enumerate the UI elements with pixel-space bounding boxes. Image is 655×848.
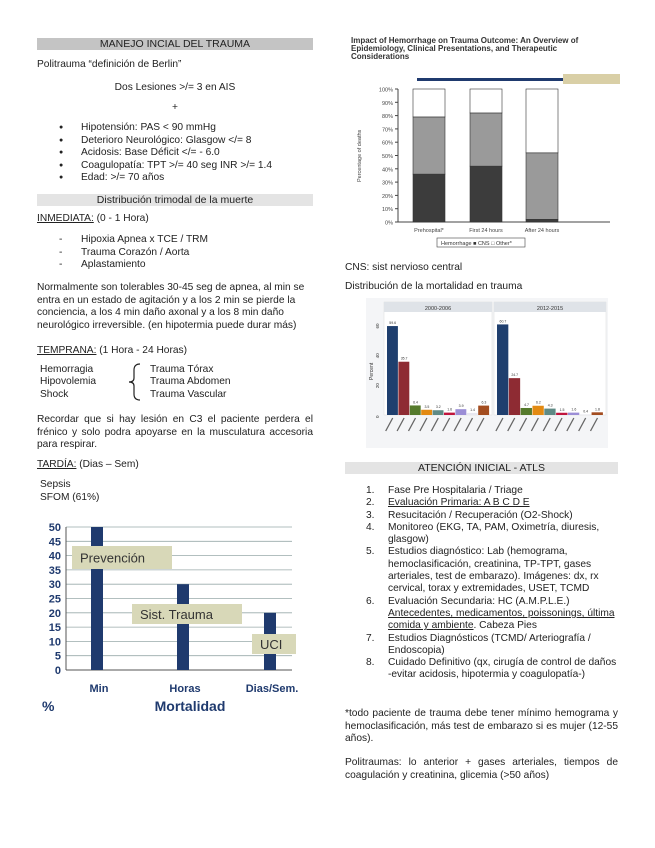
y-tick-label: 30 [48, 579, 61, 592]
y-axis-label: Percent [369, 362, 375, 380]
bullet-icon: ● [59, 136, 64, 144]
y-tick-label: 90% [381, 100, 393, 107]
atls-item [366, 510, 618, 522]
criteria-item [59, 160, 272, 173]
stacked-bar-segment [470, 166, 502, 222]
list-item-text: Hipotensión: PAS < 90 mmHg [81, 122, 216, 133]
bar [444, 413, 455, 415]
bar [177, 584, 189, 670]
atls-item [366, 596, 618, 633]
atls-num: 1. [366, 485, 375, 496]
inmediata-item [59, 247, 208, 260]
y-tick-label: 10 [48, 636, 61, 649]
atls-item [366, 633, 618, 658]
temprana-causes [40, 364, 96, 401]
section-header-manejo: MANEJO INCIAL DEL TRAUMA [37, 38, 313, 50]
x-tick-label: Prehospital* [414, 228, 444, 234]
bar [509, 378, 520, 415]
list-item-text: Coagulopatía: TPT >/= 40 seg INR >/= 1.4 [81, 159, 273, 171]
tardia-heading [37, 459, 139, 472]
atls-text: Estudios Diagnósticos (TCMD/ Arteriografía / Endoscopia) [388, 632, 591, 656]
y-tick-label: 50% [381, 154, 393, 160]
criteria-item [59, 172, 272, 185]
data-label: 24.7 [511, 373, 519, 378]
stacked-bar-segment [526, 153, 558, 220]
bar [410, 405, 421, 415]
y-tick-label: 35 [48, 564, 61, 577]
list-item-text: Trauma Corazón / Aorta [81, 246, 190, 258]
x-tick-label: Min [89, 683, 109, 695]
inmediata-heading [37, 213, 149, 226]
atls-text: Monitoreo (EKG, TA, PAM, Oximetría, diuresis, glasgow) [388, 521, 600, 546]
bar [433, 410, 444, 415]
bar [556, 413, 567, 415]
y-tick-label: 0% [385, 220, 393, 227]
atls-text: Estudios diagnóstico: Lab (hemograma, hemoclasificación, creatinina, TP-TPT, gases arteriales, test de embarazo). Imágenes: dx, rx cervical, torax y extremidades, USET, TCMD [388, 546, 599, 595]
chart-title: Mortalidad [154, 698, 226, 714]
bar [398, 362, 409, 415]
stacked-bar-segment [470, 89, 502, 113]
x-tick-label: After 24 hours [524, 228, 560, 234]
atls-num: 3. [366, 509, 375, 521]
atls-text: Fase Pre Hospitalaria / Triage [388, 485, 523, 496]
bullet-icon: ● [59, 161, 64, 169]
y-tick-label: 45 [48, 536, 61, 549]
y-tick-label: 40 [375, 353, 380, 359]
annotation-label: UCI [260, 637, 283, 652]
bar [580, 414, 591, 415]
atls-num: 8. [366, 657, 375, 669]
temprana-heading [37, 345, 187, 358]
bar [568, 413, 579, 415]
temprana-label: TEMPRANA: [37, 345, 97, 356]
temprana-range: (1 Hora - 24 Horas) [96, 345, 188, 356]
y-tick-label: 20 [375, 383, 380, 389]
atls-num: 4. [366, 521, 375, 533]
bullet-icon: - [59, 246, 63, 258]
x-tick-label: First 24 hours [469, 228, 503, 234]
data-label: 0.4 [583, 409, 589, 414]
trauma-type: Trauma Abdomen [150, 376, 231, 388]
atls-item [366, 546, 618, 595]
bar [387, 326, 398, 415]
bar [421, 410, 432, 415]
inmediata-label: INMEDIATA: [37, 213, 94, 224]
y-tick-label: 20% [381, 193, 393, 200]
y-tick-label: 50 [48, 522, 61, 534]
list-item-text: Acidosis: Base Déficit </= - 6.0 [81, 147, 220, 159]
bullet-icon: - [59, 259, 63, 271]
normalmente-paragraph: Normalmente son tolerables 30-45 seg de apnea, al min se entra en un estado de agitación y a los 2 min se pierde la conciencia, a los 4 min daño axonal y a los 8 min daño neurológico irreversible. (en hipotermia puede durar más) [37, 282, 305, 331]
y-axis-label: Percentage of deaths [357, 129, 363, 182]
data-label: 6.3 [481, 400, 487, 405]
note-politraumas: Politraumas: lo anterior + gases arteriales, tiempos de coagulación y creatinina, glicemia (>50 años) [345, 757, 618, 781]
list-item-text: Aplastamiento [81, 259, 146, 271]
brace-icon [126, 362, 146, 402]
data-label: 1.6 [447, 407, 453, 412]
atls-num: 7. [366, 632, 375, 644]
atls-item [366, 485, 618, 497]
y-tick-label: 25 [48, 593, 61, 606]
y-tick-label: 15 [48, 622, 61, 635]
criteria-item [59, 147, 272, 160]
atls-num: 6. [366, 595, 375, 607]
data-label: 59.6 [389, 321, 397, 326]
bar [467, 413, 478, 415]
tardia-range: (Dias – Sem) [76, 459, 139, 470]
data-label: 35.7 [400, 356, 408, 361]
y-tick-label: 30% [381, 180, 393, 187]
data-label: 1.5 [559, 407, 565, 412]
dos-lesiones: Dos Lesiones >/= 3 en AIS [114, 82, 236, 93]
data-label: 3.2 [435, 405, 441, 410]
data-label: 6.4 [413, 400, 418, 405]
bullet-icon: ● [59, 124, 64, 131]
y-tick-label: 60 [375, 323, 380, 329]
hemorrhage-impact-chart [345, 32, 620, 260]
title-accent [563, 74, 620, 84]
stacked-bar-segment [470, 113, 502, 166]
atls-text: Resucitación / Recuperación (O2-Shock) [388, 509, 573, 521]
article-title-line: Impact of Hemorrhage on Trauma Outcome: An Overview of [351, 36, 579, 45]
stacked-bar-segment [526, 219, 558, 222]
cause: Hemorragia [40, 364, 94, 375]
atls-num: 2. [366, 497, 375, 509]
y-tick-label: 10% [381, 207, 393, 214]
legend-text: Hemorrhage ■ CNS □ Other* [441, 241, 512, 247]
mortality-distribution-chart [366, 298, 608, 448]
article-title-line: Epidemiology, Clinical Presentations, and Therapeutic [351, 44, 558, 53]
x-tick-label: Dias/Sem. [245, 683, 299, 695]
bar [478, 406, 489, 415]
data-label: 1.6 [571, 407, 577, 412]
tardia-item: Sepsis [40, 479, 71, 490]
list-item-text: Deterioro Neurológico: Glasgow </= 8 [81, 134, 252, 146]
trimodal-mortality-chart [30, 515, 312, 720]
bar [544, 409, 555, 415]
tardia-label: TARDÍA: [37, 459, 77, 470]
list-item-text: Edad: >/= 70 años [81, 172, 165, 184]
atls-text: Cuidado Definitivo (qx, cirugía de control de daños -evitar acidosis, hipotermia y coagulopatía-) [388, 657, 617, 681]
data-label: 1.4 [470, 407, 475, 412]
criteria-list [59, 122, 272, 185]
stacked-bar-segment [413, 117, 445, 174]
data-label: 3.9 [458, 404, 464, 409]
list-item-text: Hipoxia Apnea x TCE / TRM [81, 234, 209, 245]
annotation-label: Prevención [80, 550, 146, 566]
trauma-type: Trauma Tórax [150, 364, 214, 375]
atls-text: Evaluación Secundaria: HC (A.M.P.L.E.) [388, 595, 570, 607]
atls-item [366, 522, 618, 547]
plus-sign: + [172, 102, 178, 113]
bar [592, 412, 603, 415]
y-tick-label: 40 [48, 550, 61, 563]
inmediata-item [59, 234, 208, 247]
politrauma-definition: Politrauma “definición de Berlin” [37, 59, 182, 70]
trauma-type: Trauma Vascular [150, 388, 227, 400]
atls-list [366, 485, 618, 682]
tardia-item: SFOM (61%) [40, 492, 100, 503]
data-label: 4.3 [547, 403, 553, 408]
criteria-item [59, 122, 272, 135]
bullet-icon: ● [59, 174, 64, 182]
note-hemograma: *todo paciente de trauma debe tener mínimo hemograma y hemoclasificación, más test de embarazo si es mujer (12-55 años). [345, 708, 618, 744]
atls-underlined: Evaluación Primaria: A B C D E [388, 497, 530, 509]
data-label: 60.7 [499, 319, 507, 324]
panel-title: 2012-2015 [536, 306, 564, 312]
panel-title: 2000-2006 [424, 306, 452, 312]
atls-num: 5. [366, 546, 375, 558]
y-tick-label: 100% [378, 87, 393, 94]
data-label: 1.8 [595, 407, 600, 412]
bar [521, 408, 532, 415]
data-label: 3.5 [424, 404, 430, 409]
annotation-label: Sist. Trauma [140, 607, 213, 622]
y-tick-label: 70% [381, 127, 393, 134]
stacked-bar-segment [413, 174, 445, 222]
y-tick-label: 5 [54, 650, 61, 663]
cause: Shock [40, 388, 69, 400]
stacked-bar-segment [526, 89, 558, 153]
bar [532, 406, 543, 415]
temprana-traumas [150, 364, 231, 401]
inmediata-list [59, 234, 208, 272]
atls-item [366, 497, 618, 509]
x-tick-label: Horas [169, 683, 201, 695]
bar [497, 324, 508, 415]
data-label: 6.2 [535, 400, 541, 405]
y-tick-label: 40% [381, 167, 393, 174]
y-tick-label: 0 [375, 415, 380, 418]
recordar-paragraph: Recordar que si hay lesión en C3 el paciente perdera el frénico y solo podra apoyarse en la musculatura accesoria para respirar. [37, 414, 313, 450]
y-axis-label: % [42, 698, 55, 714]
y-tick-label: 60% [381, 140, 393, 147]
stacked-bar-segment [413, 89, 445, 117]
atls-item [366, 657, 618, 682]
cns-note: CNS: sist nervioso central [345, 262, 463, 273]
article-title-line: Considerations [351, 52, 410, 61]
section-header-atls: ATENCIÓN INICIAL - ATLS [345, 462, 618, 474]
y-tick-label: 0 [54, 665, 61, 677]
bullet-icon: - [59, 234, 63, 245]
inmediata-item [59, 259, 208, 272]
data-label: 4.7 [524, 402, 529, 407]
section-header-trimodal: Distribución trimodal de la muerte [37, 194, 313, 206]
y-tick-label: 20 [48, 607, 61, 620]
criteria-item [59, 135, 272, 148]
inmediata-range: (0 - 1 Hora) [93, 213, 149, 224]
atls-tail: . Cabeza Pies [473, 620, 537, 632]
bar [455, 409, 466, 415]
cause: Hipovolemia [40, 376, 97, 388]
y-tick-label: 80% [381, 114, 393, 121]
distribucion-title: Distribución de la mortalidad en trauma [345, 281, 523, 292]
bullet-icon: ● [59, 149, 64, 157]
atls-underlined: Antecedentes, medicamentos, poissonings, última comida y ambiente [388, 607, 615, 632]
